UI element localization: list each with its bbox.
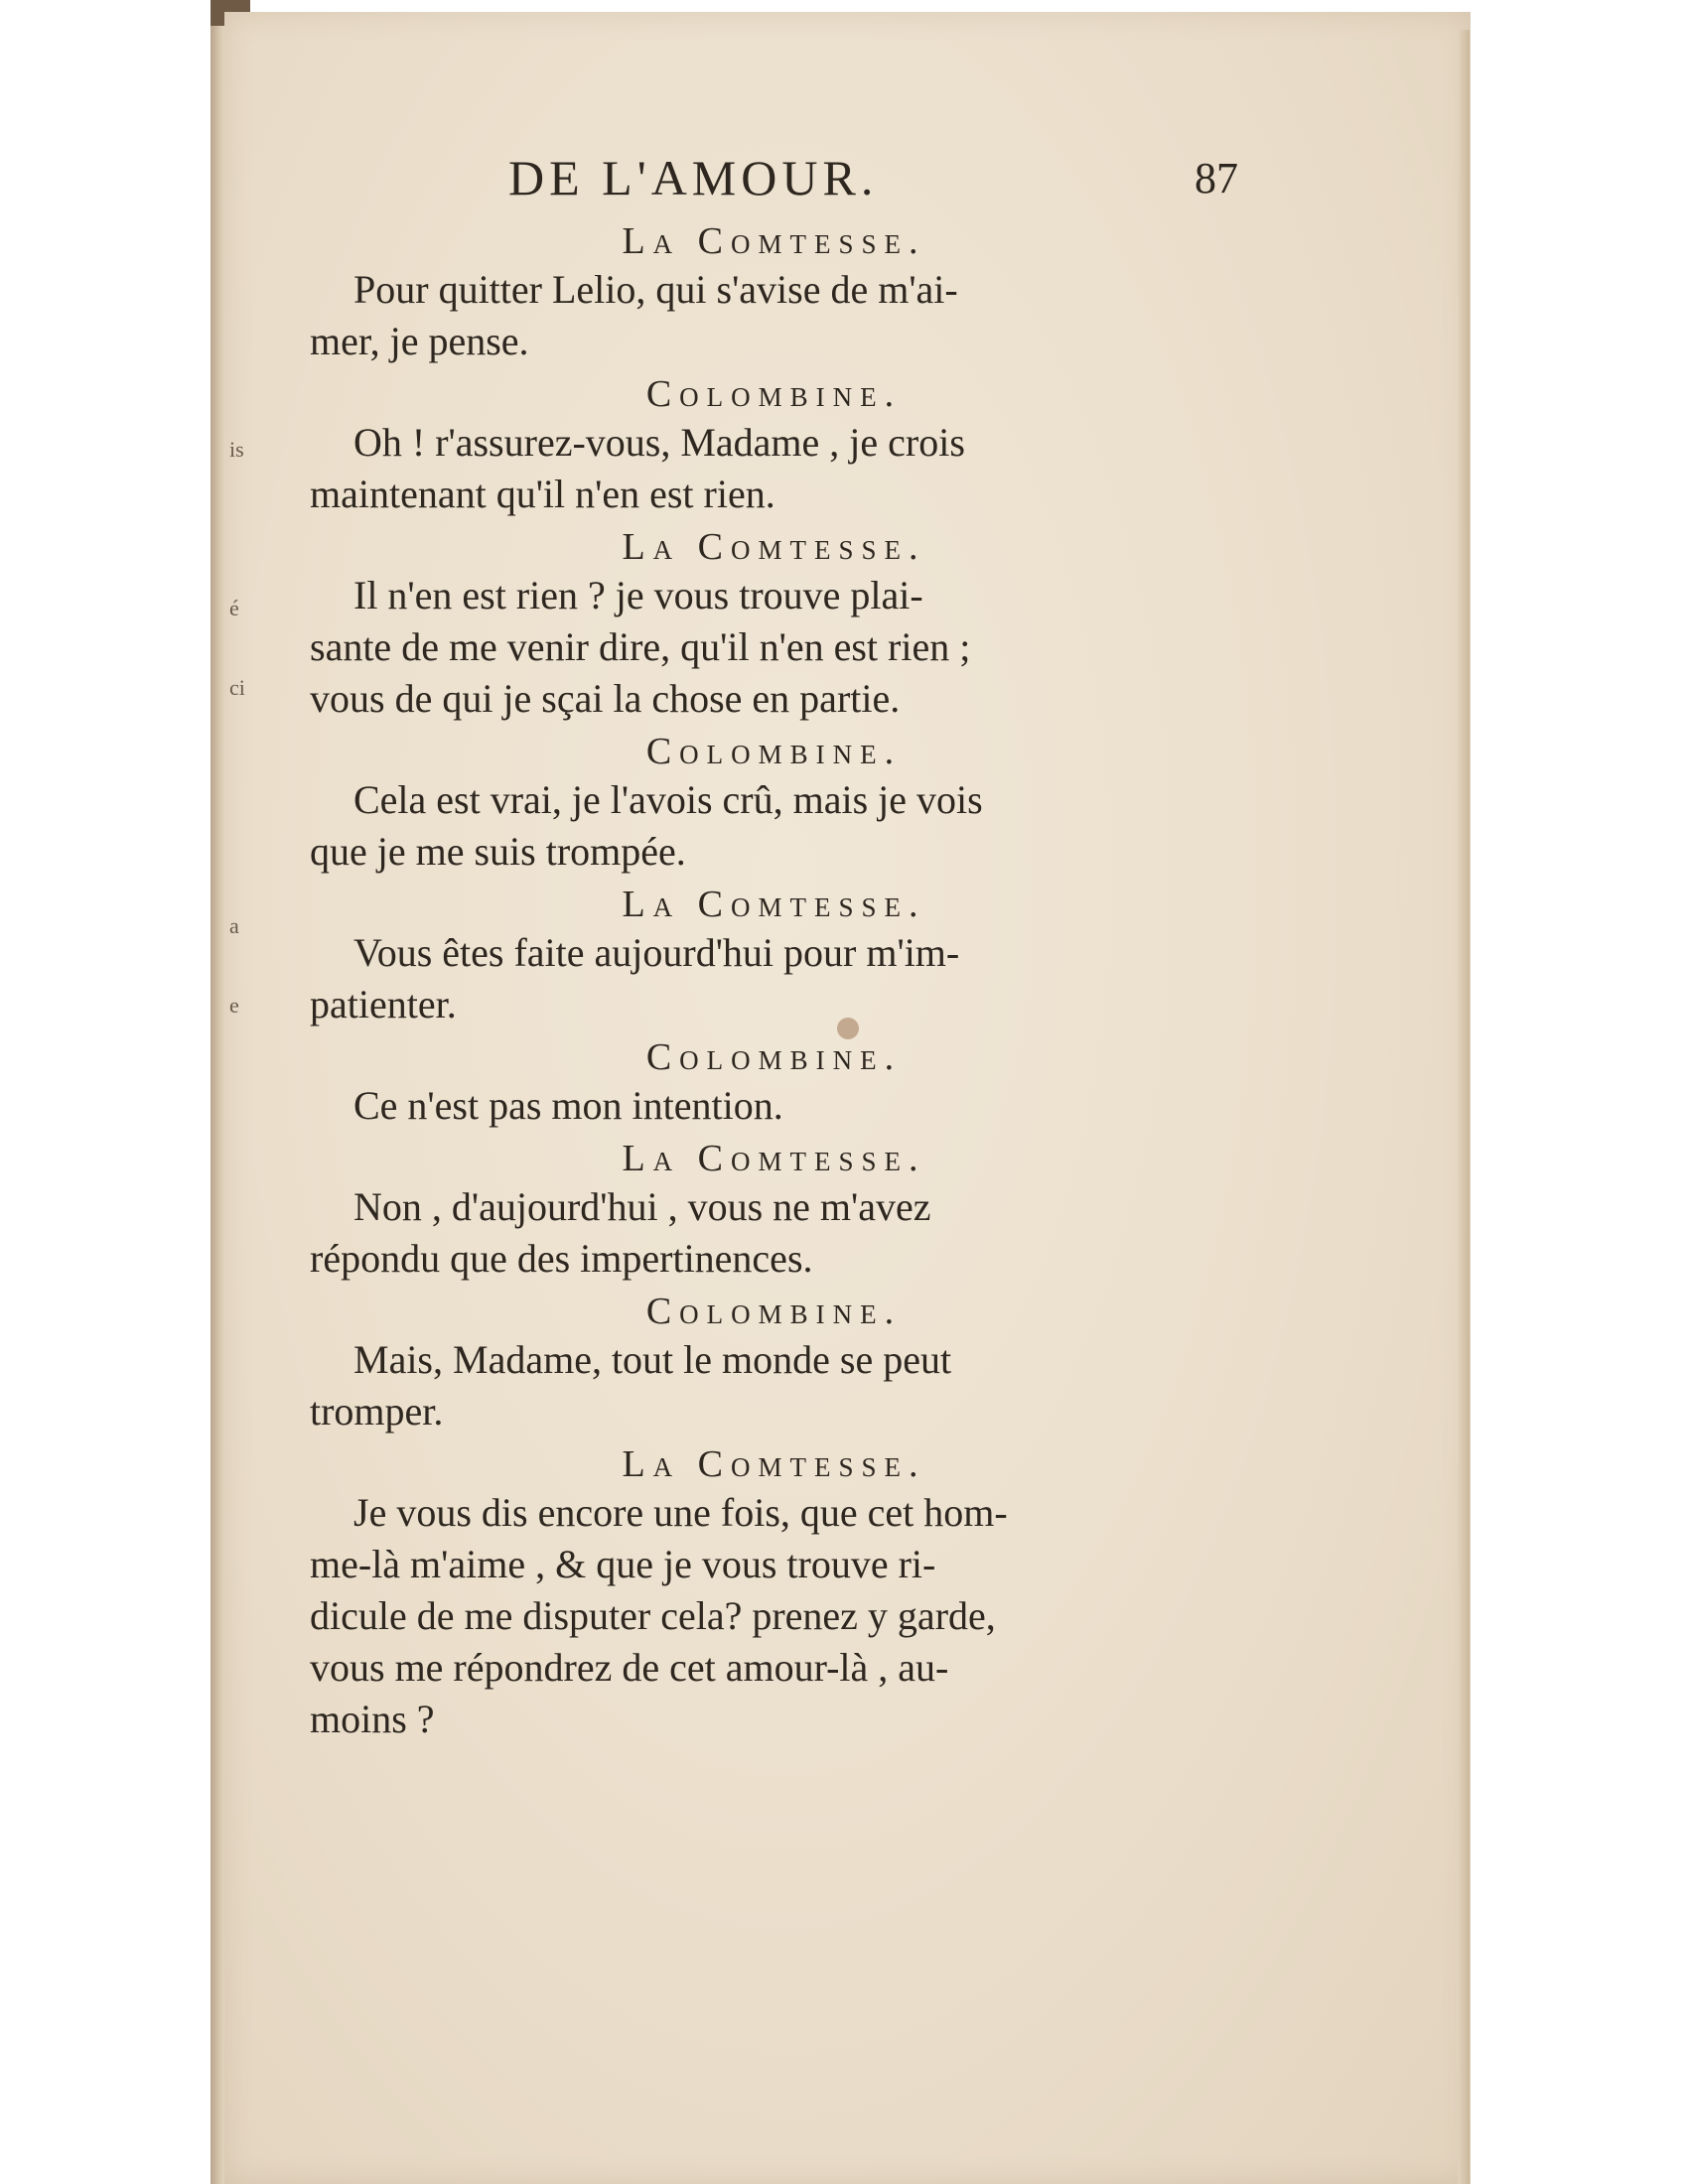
speech-line: Cela est vrai, je l'avois crû, mais je vois (353, 777, 983, 822)
speech-line: mer, je pense. (310, 319, 529, 363)
speech-line: maintenant qu'il n'en est rien. (310, 472, 775, 516)
speaker-name: Colombine. (645, 1291, 903, 1332)
speaker-name: La Comtesse. (622, 1443, 926, 1485)
speech-line: Oh ! r'assurez-vous, Madame , je crois (353, 420, 965, 465)
speech (310, 927, 1238, 1030)
speaker-name: La Comtesse. (622, 220, 926, 262)
speaker-name: La Comtesse. (622, 526, 926, 568)
speech-line: Je vous dis encore une fois, que cet hom- (353, 1490, 1008, 1535)
speech (310, 1487, 1238, 1745)
speech-line: moins ? (310, 1697, 435, 1741)
running-head (310, 149, 1238, 212)
speaker-name: Colombine. (645, 373, 903, 415)
speaker-name: Colombine. (645, 1036, 903, 1078)
speech (310, 417, 1238, 520)
facing-page-margin-marks (229, 437, 249, 1132)
speech (310, 774, 1238, 878)
speech (310, 1181, 1238, 1285)
margin-mark: é (229, 596, 239, 620)
speech (310, 264, 1238, 367)
margin-mark: ci (229, 675, 245, 700)
margin-mark: a (229, 913, 239, 938)
speech (310, 1334, 1238, 1437)
page-edge-shadow (1458, 30, 1470, 2184)
speech-line: vous de qui je sçai la chose en partie. (310, 676, 901, 721)
speaker-name: La Comtesse. (622, 1138, 926, 1179)
speech (310, 570, 1238, 725)
speech (310, 1080, 1238, 1132)
speaker-name: Colombine. (645, 731, 903, 772)
dialogue (310, 218, 1238, 1745)
margin-mark: e (229, 993, 239, 1018)
speech-line: me-là m'aime , & que je vous trouve ri- (310, 1542, 936, 1586)
speaker-name: La Comtesse. (622, 884, 926, 925)
speech-line: sante de me venir dire, qu'il n'en est rien ; (310, 624, 971, 669)
speech-line: répondu que des impertinences. (310, 1236, 813, 1281)
speech-line: Il n'en est rien ? je vous trouve plai- (353, 573, 923, 617)
speech-line: Ce n'est pas mon intention. (353, 1083, 783, 1128)
margin-mark: is (229, 437, 244, 462)
speech-line: vous me répondrez de cet amour-là , au- (310, 1645, 949, 1690)
speech-line: Pour quitter Lelio, qui s'avise de m'ai- (353, 267, 958, 312)
speech-line: Non , d'aujourd'hui , vous ne m'avez (353, 1184, 931, 1229)
running-title: DE L'AMOUR. (508, 150, 879, 205)
page-number: 87 (1195, 154, 1238, 203)
speech-line: que je me suis trompée. (310, 829, 686, 874)
speech-line: Mais, Madame, tout le monde se peut (353, 1337, 952, 1382)
speech-line: dicule de me disputer cela? prenez y garde, (310, 1593, 996, 1638)
speech-line: Vous êtes faite aujourd'hui pour m'im- (353, 930, 960, 975)
page-text (310, 149, 1238, 1749)
speech-line: patienter. (310, 982, 457, 1026)
speech-line: tromper. (310, 1389, 444, 1433)
